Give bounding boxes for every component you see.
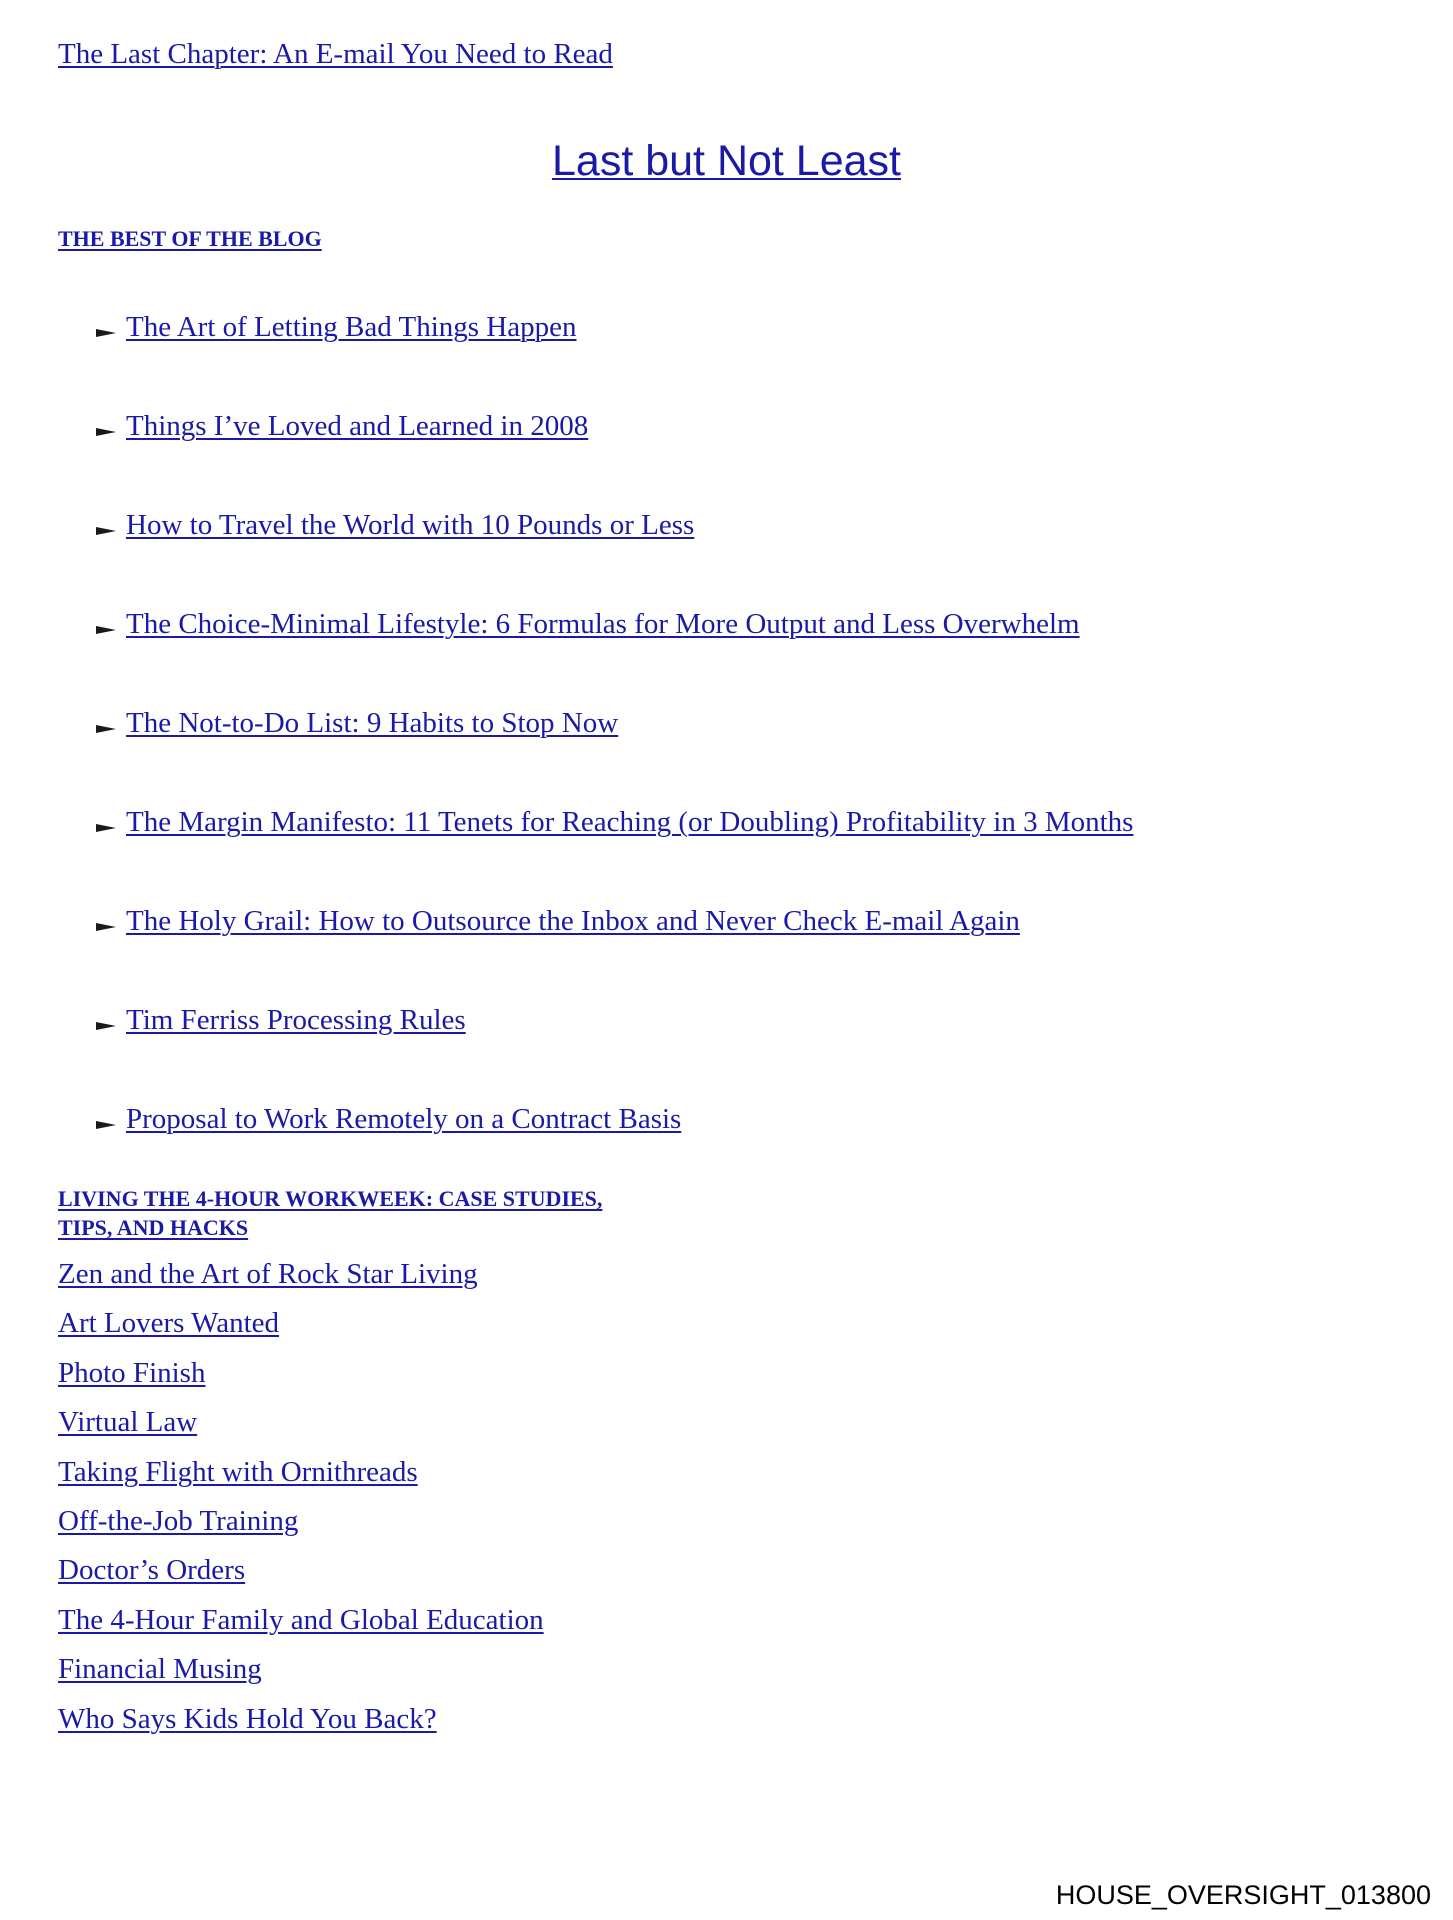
pointer-triangle-icon [96,1117,116,1133]
case-item [58,1504,544,1553]
section-heading-living-line1[interactable]: LIVING THE 4-HOUR WORKWEEK: CASE STUDIES, [58,1186,603,1211]
case-item [58,1257,544,1306]
blog-item-link[interactable]: The Margin Manifesto: 11 Tenets for Reaching (or Doubling) Profitability in 3 Months [126,806,1134,838]
case-study-list [58,1257,544,1751]
blog-item [96,904,1133,1003]
case-item [58,1702,544,1751]
case-item-link[interactable]: Photo Finish [58,1356,206,1389]
footer-document-stamp: HOUSE_OVERSIGHT_013800 [1055,1880,1431,1910]
blog-item [96,805,1133,904]
blog-item-link[interactable]: The Choice-Minimal Lifestyle: 6 Formulas for More Output and Less Overwhelm [126,608,1080,640]
section-heading-living-line2[interactable]: TIPS, AND HACKS [58,1215,249,1241]
pointer-triangle-icon [96,424,116,440]
case-item [58,1603,544,1652]
blog-item [96,706,1133,805]
top-link-last-chapter[interactable]: The Last Chapter: An E-mail You Need to Read [58,38,613,70]
blog-item [96,409,1133,508]
blog-item-link[interactable]: The Art of Letting Bad Things Happen [126,311,577,343]
blog-item [96,607,1133,706]
section-heading-blog-link[interactable]: THE BEST OF THE BLOG [58,226,322,251]
page-title-link[interactable]: Last but Not Least [552,137,901,185]
pointer-triangle-icon [96,1018,116,1034]
section-heading-living [58,1184,602,1242]
case-item-link[interactable]: Art Lovers Wanted [58,1307,280,1340]
case-item-link[interactable]: Financial Musing [58,1653,262,1686]
blog-item-link[interactable]: Proposal to Work Remotely on a Contract Basis [126,1103,682,1135]
case-item-link[interactable]: The 4-Hour Family and Global Education [58,1603,544,1636]
case-item-link[interactable]: Doctor’s Orders [58,1554,246,1587]
case-item-link[interactable]: Who Says Kids Hold You Back? [58,1702,437,1735]
blog-item-link[interactable]: How to Travel the World with 10 Pounds or Less [126,509,695,541]
case-item-link[interactable]: Off-the-Job Training [58,1504,299,1537]
case-item-link[interactable]: Zen and the Art of Rock Star Living [58,1258,478,1290]
pointer-triangle-icon [96,721,116,737]
blog-item [96,310,1133,409]
blog-item [96,1003,1133,1102]
case-item-link[interactable]: Taking Flight with Ornithreads [58,1455,418,1488]
case-item [58,1652,544,1701]
case-item [58,1405,544,1454]
blog-item-link[interactable]: The Holy Grail: How to Outsource the Inbox and Never Check E-mail Again [126,905,1020,937]
blog-post-list [96,310,1133,1201]
case-item [58,1455,544,1504]
pointer-triangle-icon [96,820,116,836]
pointer-triangle-icon [96,622,116,638]
blog-item-link[interactable]: Tim Ferriss Processing Rules [126,1004,466,1036]
page-title [0,138,1453,185]
pointer-triangle-icon [96,919,116,935]
pointer-triangle-icon [96,325,116,341]
case-item [58,1553,544,1602]
blog-item [96,508,1133,607]
case-item [58,1356,544,1405]
case-item-link[interactable]: Virtual Law [58,1406,198,1439]
blog-item-link[interactable]: Things I’ve Loved and Learned in 2008 [126,410,589,442]
case-item [58,1306,544,1355]
blog-item-link[interactable]: The Not-to-Do List: 9 Habits to Stop Now [126,707,619,739]
pointer-triangle-icon [96,523,116,539]
section-heading-blog [58,224,322,253]
